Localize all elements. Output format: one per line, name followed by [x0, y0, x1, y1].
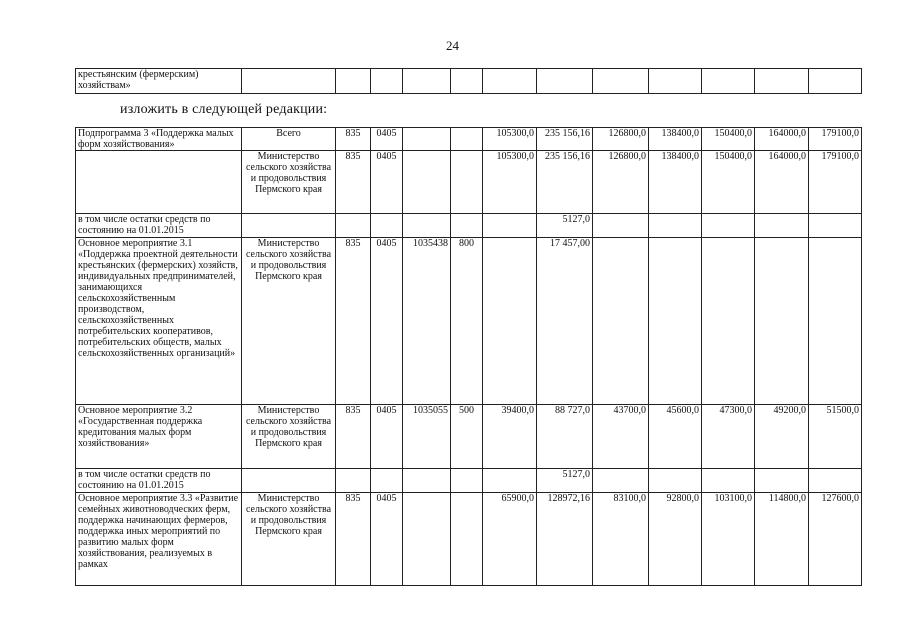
table-cell-grbs: 835 — [336, 238, 371, 405]
table-cell-grbs: 835 — [336, 405, 371, 469]
table-cell-v7 — [809, 238, 862, 405]
table-cell-v1 — [483, 469, 537, 493]
table-cell-v6: 49200,0 — [755, 405, 809, 469]
table-cell-vr — [451, 469, 483, 493]
table-cell-v6 — [755, 469, 809, 493]
table-cell-v2: 235 156,16 — [537, 128, 593, 151]
table-cell-grbs — [336, 469, 371, 493]
table-cell-v7 — [809, 469, 862, 493]
table-cell-grbs: 835 — [336, 151, 371, 214]
table-cell-v3: 83100,0 — [593, 493, 649, 586]
table-cell-name: Основное мероприятие 3.1 «Поддержка проектной деятельности крестьянских (фермерских) хозяйств, индивидуальных предпринимателей, занимающихся сельскохозяйственным производством, сельскохозяйственных потребительских кооперативов, потребительских обществ, малых сельскохозяйственных организаций» — [76, 238, 242, 405]
table-cell-v2: 5127,0 — [537, 469, 593, 493]
table-cell-rzpr: 0405 — [371, 405, 403, 469]
table-cell-grbs — [336, 214, 371, 238]
budget-table — [75, 127, 862, 586]
table-cell-grbs: 835 — [336, 128, 371, 151]
table-cell-v5: 150400,0 — [702, 151, 755, 214]
table-cell-v4 — [649, 238, 702, 405]
table-cell-v5: 47300,0 — [702, 405, 755, 469]
table-row — [76, 214, 862, 238]
table-cell-v6: 164000,0 — [755, 151, 809, 214]
table-cell-v3: 126800,0 — [593, 128, 649, 151]
table-cell-name: Основное мероприятие 3.2 «Государственная поддержка кредитования малых форм хозяйствования» — [76, 405, 242, 469]
table-cell-exec: Всего — [242, 128, 336, 151]
table-cell-exec: Министерство сельского хозяйства и продовольствия Пермского края — [242, 238, 336, 405]
table-cell-v7: 179100,0 — [809, 128, 862, 151]
table-cell-csr: 1035438 — [403, 238, 451, 405]
table-cell-v3: 126800,0 — [593, 151, 649, 214]
table-cell-v2: 128972,16 — [537, 493, 593, 586]
table-cell-rzpr: 0405 — [371, 493, 403, 586]
table-cell-v3 — [593, 214, 649, 238]
table-cell-v3: 43700,0 — [593, 405, 649, 469]
table-cell-v3 — [593, 238, 649, 405]
table-cell-v1: 65900,0 — [483, 493, 537, 586]
table-cell-v7: 179100,0 — [809, 151, 862, 214]
table-cell-csr — [403, 128, 451, 151]
table-cell-v5: 103100,0 — [702, 493, 755, 586]
table-cell-rzpr: 0405 — [371, 238, 403, 405]
table-row — [76, 151, 862, 214]
table-cell-v1 — [483, 214, 537, 238]
table-cell-name: крестьянским (фермерским) хозяйствам» — [76, 69, 242, 94]
table-cell-vr: 500 — [451, 405, 483, 469]
table-cell-v3 — [593, 469, 649, 493]
table-cell-v4: 92800,0 — [649, 493, 702, 586]
table-cell-v1: 105300,0 — [483, 128, 537, 151]
table-cell-v5: 150400,0 — [702, 128, 755, 151]
table-cell-csr — [403, 214, 451, 238]
table-cell-grbs: 835 — [336, 493, 371, 586]
page-number: 24 — [446, 38, 459, 53]
table-cell-vr — [451, 128, 483, 151]
table-cell-v2: 235 156,16 — [537, 151, 593, 214]
table-cell-v5 — [702, 238, 755, 405]
previous-table-fragment — [75, 68, 862, 94]
table-row — [76, 238, 862, 405]
table-cell-exec — [242, 469, 336, 493]
table-row — [76, 469, 862, 493]
table-row — [76, 405, 862, 469]
table-cell-exec — [242, 214, 336, 238]
table-cell-name: Подпрограмма 3 «Поддержка малых форм хозяйствования» — [76, 128, 242, 151]
table-cell-vr — [451, 214, 483, 238]
table-cell-csr — [403, 469, 451, 493]
table-cell-rzpr: 0405 — [371, 128, 403, 151]
table-cell-v7: 127600,0 — [809, 493, 862, 586]
table-cell-vr: 800 — [451, 238, 483, 405]
table-cell-exec: Министерство сельского хозяйства и продовольствия Пермского края — [242, 493, 336, 586]
table-cell-v7: 51500,0 — [809, 405, 862, 469]
table-cell-v6: 114800,0 — [755, 493, 809, 586]
table-cell-vr — [451, 151, 483, 214]
table-cell-v6: 164000,0 — [755, 128, 809, 151]
table-cell-v7 — [809, 214, 862, 238]
table-row — [76, 128, 862, 151]
table-cell-v2: 17 457,00 — [537, 238, 593, 405]
table-cell-vr — [451, 493, 483, 586]
table-cell-v4 — [649, 214, 702, 238]
section-heading: изложить в следующей редакции: — [120, 102, 328, 117]
table-cell-v2: 5127,0 — [537, 214, 593, 238]
table-cell-v4: 45600,0 — [649, 405, 702, 469]
table-cell-v5 — [702, 469, 755, 493]
table-cell-v1: 39400,0 — [483, 405, 537, 469]
table-cell-v1: 105300,0 — [483, 151, 537, 214]
table-cell-rzpr — [371, 469, 403, 493]
table-cell-name: в том числе остатки средств по состоянию на 01.01.2015 — [76, 214, 242, 238]
table-cell-exec: Министерство сельского хозяйства и продовольствия Пермского края — [242, 405, 336, 469]
table-cell-v5 — [702, 214, 755, 238]
table-cell-name: Основное мероприятие 3.3 «Развитие семейных животноводческих ферм, поддержка начинающих фермеров, поддержка иных мероприятий по развитию малых форм хозяйствования, реализуемых в рамках — [76, 493, 242, 586]
table-row — [76, 493, 862, 586]
table-cell-name — [76, 151, 242, 214]
table-cell-rzpr — [371, 214, 403, 238]
table-cell-rzpr: 0405 — [371, 151, 403, 214]
table-cell-v4: 138400,0 — [649, 151, 702, 214]
table-cell-v4: 138400,0 — [649, 128, 702, 151]
table-cell-v6 — [755, 238, 809, 405]
table-cell-csr: 1035055 — [403, 405, 451, 469]
table-cell-v6 — [755, 214, 809, 238]
table-cell-name: в том числе остатки средств по состоянию на 01.01.2015 — [76, 469, 242, 493]
table-cell-v4 — [649, 469, 702, 493]
table-cell-v1 — [483, 238, 537, 405]
table-cell-exec: Министерство сельского хозяйства и продовольствия Пермского края — [242, 151, 336, 214]
table-cell-v2: 88 727,0 — [537, 405, 593, 469]
table-cell-csr — [403, 151, 451, 214]
table-cell-csr — [403, 493, 451, 586]
